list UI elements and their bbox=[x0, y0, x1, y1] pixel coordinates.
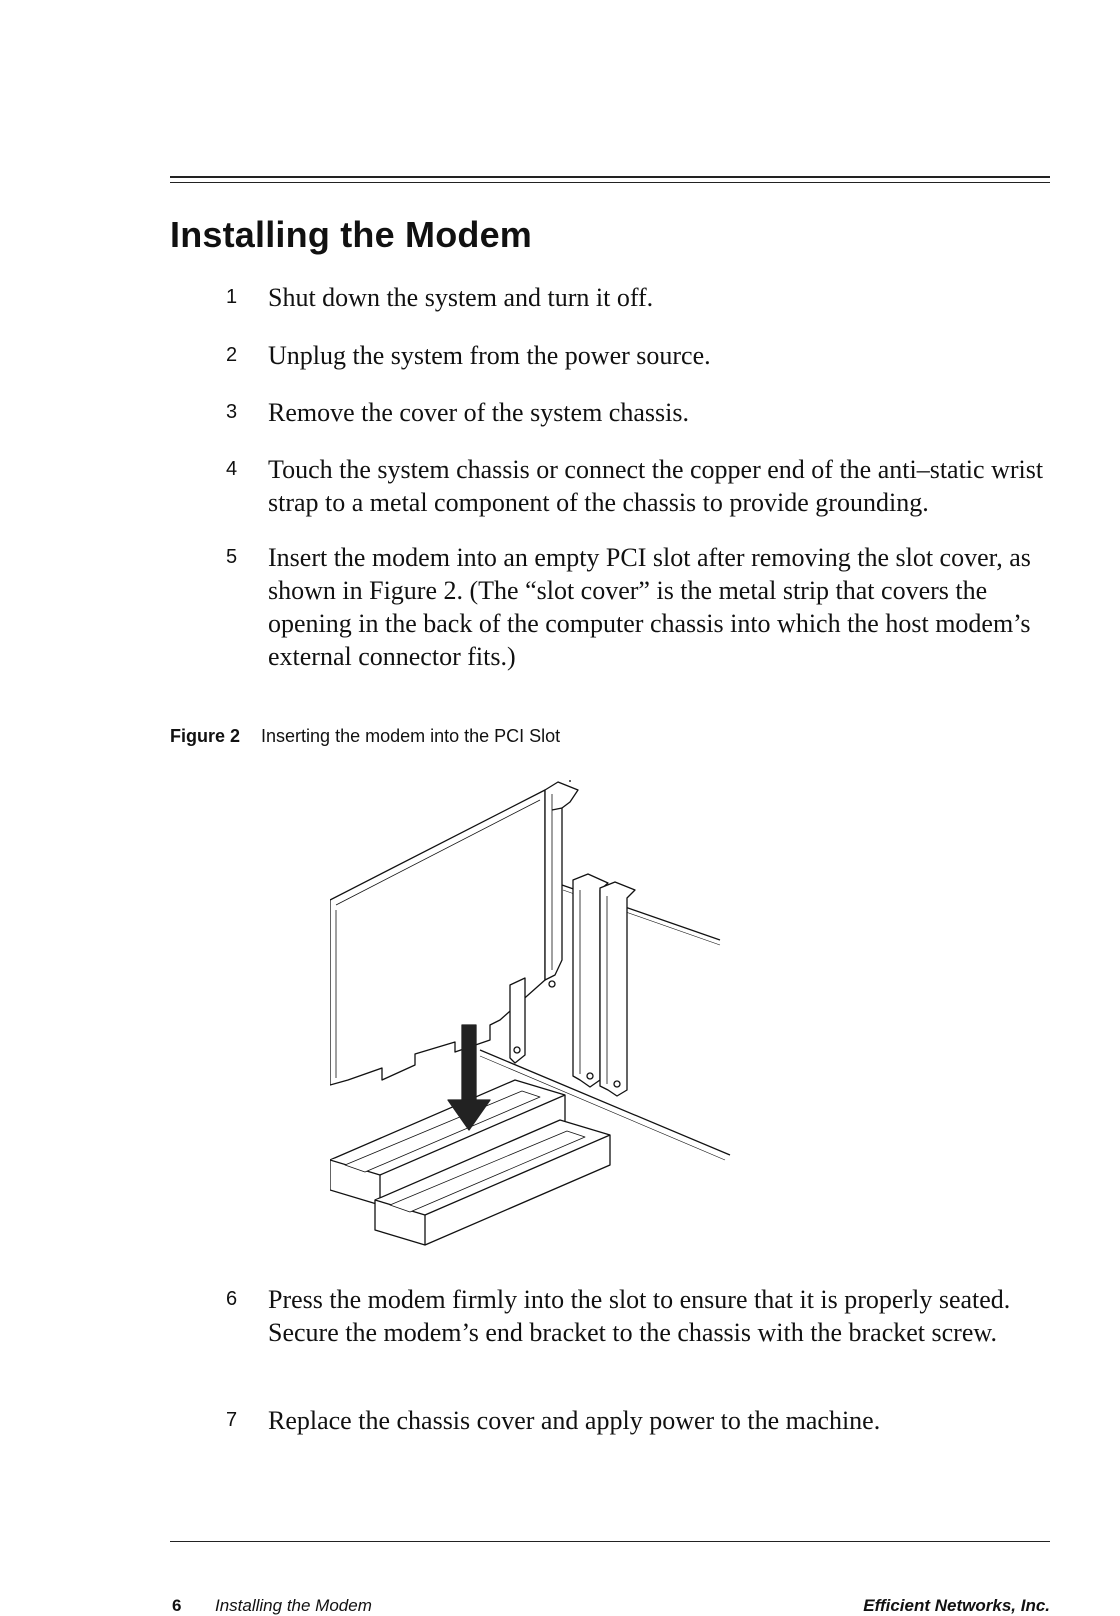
step-number: 3 bbox=[226, 401, 238, 423]
step-text: Replace the chassis cover and apply power to the machine. bbox=[268, 1406, 881, 1435]
slot-covers bbox=[573, 874, 635, 1096]
modem-insertion-illustration bbox=[330, 780, 750, 1260]
footer-company: Efficient Networks, Inc. bbox=[863, 1596, 1050, 1615]
step-number: 4 bbox=[226, 458, 238, 480]
step-text: Touch the system chassis or connect the copper end of the anti–static wrist strap to a metal component of the chassis to provide grounding. bbox=[268, 455, 1044, 517]
step-number: 2 bbox=[226, 344, 238, 366]
figure-caption bbox=[170, 726, 560, 747]
step-number: 7 bbox=[226, 1409, 238, 1431]
footer-page-number: 6 bbox=[172, 1596, 182, 1615]
step-text: Unplug the system from the power source. bbox=[268, 341, 711, 370]
top-rule bbox=[170, 176, 1050, 178]
bracket-screw-icon bbox=[567, 780, 573, 782]
step-text: Shut down the system and turn it off. bbox=[268, 283, 654, 312]
step-number: 1 bbox=[226, 286, 238, 308]
step-text: Insert the modem into an empty PCI slot after removing the slot cover, as shown in Figure 2. (The “slot cover” is the metal strip that covers the opening in the back of the computer chassis into which the host modem’s external connector fits.) bbox=[268, 543, 1031, 671]
step-number: 5 bbox=[226, 546, 238, 568]
footer-rule bbox=[170, 1541, 1050, 1542]
page-title: Installing the Modem bbox=[170, 214, 533, 255]
step-number: 6 bbox=[226, 1288, 238, 1310]
figure-caption-text: Inserting the modem into the PCI Slot bbox=[261, 726, 561, 746]
step-text: Remove the cover of the system chassis. bbox=[268, 398, 689, 427]
footer-section: Installing the Modem bbox=[215, 1596, 372, 1615]
figure-label: Figure 2 bbox=[170, 726, 241, 746]
step-text: Press the modem firmly into the slot to ensure that it is properly seated. Secure the modem’s end bracket to the chassis with the bracket screw. bbox=[268, 1285, 1011, 1347]
top-rule-thin bbox=[170, 182, 1050, 183]
